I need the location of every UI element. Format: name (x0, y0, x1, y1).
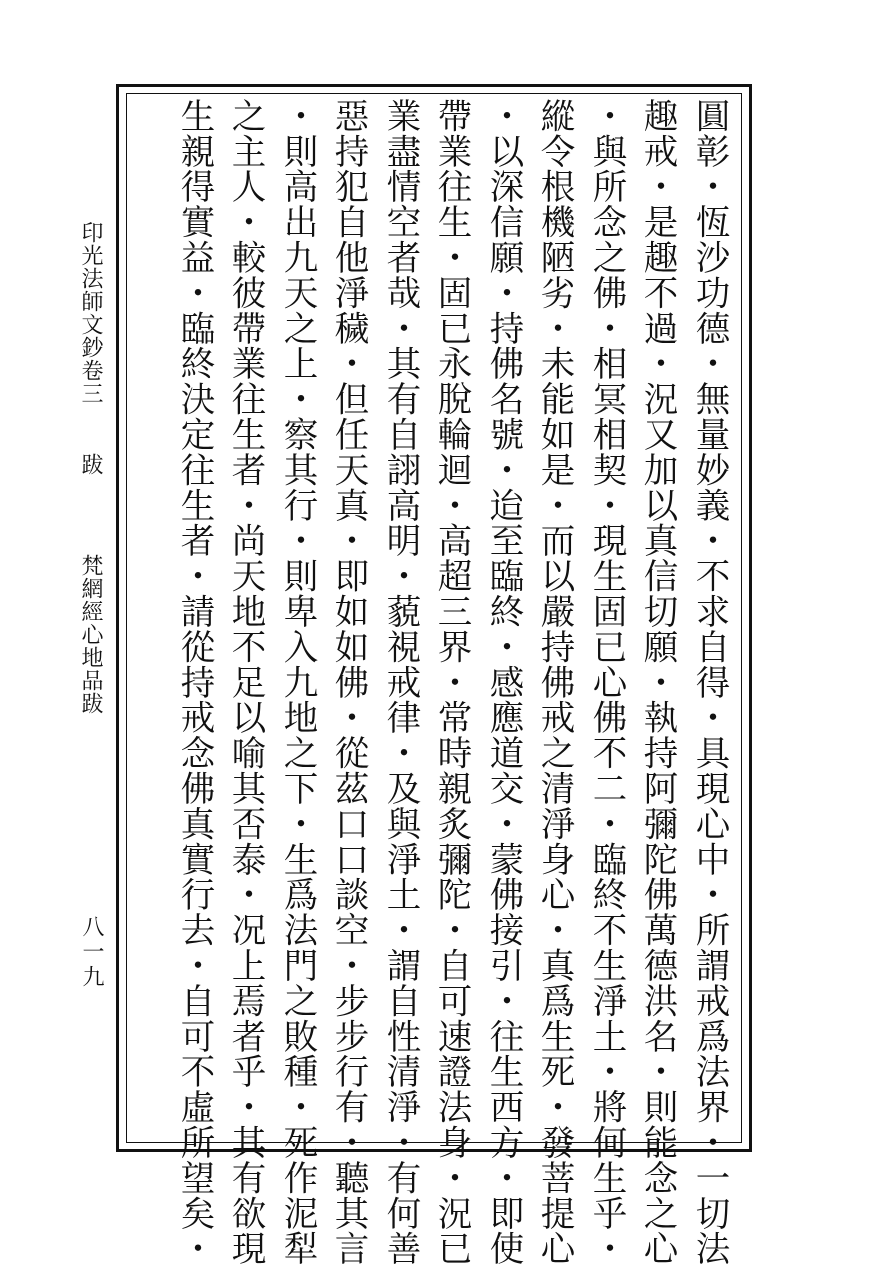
page-number: 八一九 (79, 915, 104, 990)
text-column-9: ・則高出九天之上・察其行・則卑入九地之下・生爲法門之敗種・死作泥犁 (277, 98, 317, 1266)
text-column-6: 帶業往生・固已永脫輪迴・高超三界・常時親炙彌陀・自可速證法身・況已 (431, 98, 471, 1266)
text-column-8: 惡持犯自他淨穢・但任天真・即如如佛・從茲口口談空・步步行有・聽其言 (328, 98, 368, 1266)
text-column-1: 圓彰・恆沙功德・無量妙義・不求自得・具現心中・所謂戒爲法界・一切法 (689, 98, 729, 1266)
text-column-5: ・以深信願・持佛名號・迨至臨終・感應道交・蒙佛接引・往生西方・即使 (483, 98, 523, 1266)
text-column-11: 生親得實益・臨終決定往生者・請從持戒念佛真實行去・自可不虛所望矣・ (174, 98, 214, 1266)
section-label: 跋 (78, 453, 103, 476)
text-column-2: 趣戒・是趣不過・況又加以真信切願・執持阿彌陀佛萬德洪名・則能念之心 (637, 98, 677, 1266)
text-column-7: 業盡情空者哉・其有自詡高明・藐視戒律・及與淨土・謂自性清淨・有何善 (380, 98, 420, 1266)
book-title: 印光法師文鈔卷三 (78, 221, 103, 405)
running-header (79, 221, 101, 715)
text-column-10: 之主人・較彼帶業往生者・尚天地不足以喻其否泰・况上焉者乎・其有欲現 (225, 98, 265, 1266)
text-column-4: 縱令根機陋劣・未能如是・而以嚴持佛戒之清淨身心・真爲生死・發菩提心 (534, 98, 574, 1266)
chapter-subtitle: 梵網經心地品跋 (78, 554, 103, 715)
text-column-3: ・與所念之佛・相冥相契・現生固已心佛不二・臨終不生淨土・將何生乎・ (586, 98, 626, 1266)
